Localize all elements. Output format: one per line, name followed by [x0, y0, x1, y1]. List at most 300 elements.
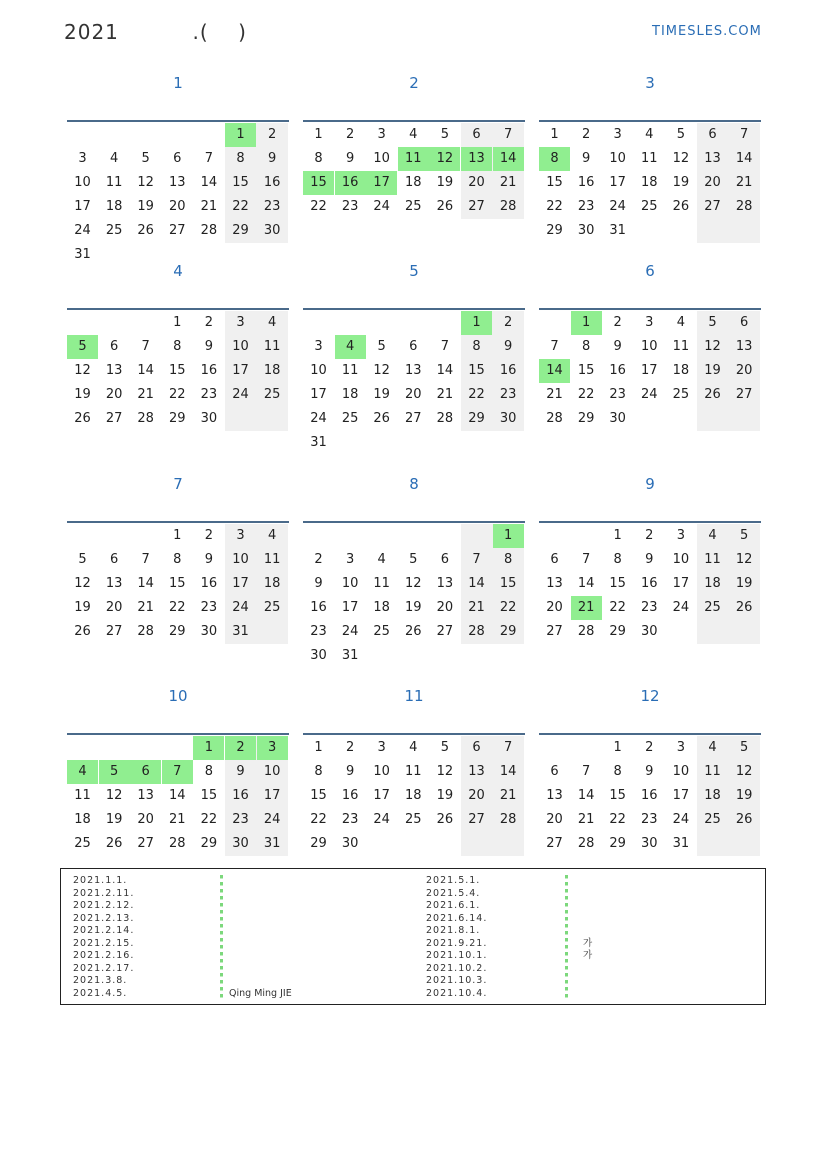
- day-cell: 1: [314, 740, 323, 755]
- day-cell: 22: [499, 600, 517, 615]
- holiday-name: [583, 875, 592, 888]
- day-cell: 2: [581, 127, 591, 142]
- day-grid: [67, 736, 289, 880]
- holiday-divider-right: [565, 875, 568, 1000]
- day-cell: 26: [137, 223, 154, 238]
- day-cell: 26: [735, 812, 753, 827]
- holiday-date: 2021.5.1.: [426, 875, 481, 886]
- day-cell: 7: [581, 552, 591, 567]
- day-cell: 6: [550, 552, 559, 567]
- day-cell: 14: [577, 788, 595, 803]
- holiday-day: 15: [303, 171, 334, 195]
- day-cell: 3: [377, 740, 386, 755]
- day-cell: 22: [609, 812, 626, 827]
- day-cell: 23: [499, 387, 517, 402]
- day-grid: [67, 524, 289, 668]
- day-cell: 23: [341, 199, 359, 214]
- day-cell: 13: [405, 363, 422, 378]
- day-cell: 1: [314, 127, 323, 142]
- day-cell: 26: [704, 387, 721, 402]
- day-cell: 16: [577, 175, 595, 190]
- day-cell: 15: [200, 788, 218, 803]
- day-cell: 31: [232, 624, 249, 639]
- day-cell: 28: [735, 199, 753, 214]
- day-cell: 29: [169, 624, 186, 639]
- day-cell: 11: [74, 788, 91, 803]
- day-cell: 4: [676, 315, 686, 330]
- day-cell: 5: [739, 740, 749, 755]
- page-title: 2021 .( ): [64, 20, 247, 44]
- day-cell: 29: [577, 411, 595, 426]
- month-rule: [67, 120, 289, 122]
- day-cell: 1: [613, 528, 622, 543]
- day-cell: 21: [137, 387, 154, 402]
- day-cell: 9: [314, 576, 323, 591]
- day-cell: 14: [468, 576, 485, 591]
- day-cell: 28: [200, 223, 218, 238]
- day-cell: 7: [739, 127, 749, 142]
- day-cell: 9: [503, 339, 513, 354]
- holiday-day: 14: [539, 359, 570, 383]
- day-cell: 13: [137, 788, 154, 803]
- day-cell: 18: [641, 175, 658, 190]
- month-rule: [303, 308, 525, 310]
- day-cell: 17: [232, 363, 249, 378]
- day-cell: 17: [263, 788, 281, 803]
- day-cell: 10: [341, 576, 359, 591]
- day-cell: 9: [581, 151, 591, 166]
- day-cell: 5: [409, 552, 418, 567]
- day-cell: 18: [105, 199, 123, 214]
- day-grid: [539, 736, 761, 880]
- day-cell: 14: [200, 175, 218, 190]
- day-cell: 26: [672, 199, 690, 214]
- holiday-day: 4: [67, 760, 98, 784]
- holiday-day: 13: [461, 147, 492, 171]
- day-cell: 9: [267, 151, 277, 166]
- holiday-name: [229, 925, 292, 938]
- day-cell: 17: [609, 175, 626, 190]
- day-cell: 20: [405, 387, 422, 402]
- day-cell: 28: [169, 836, 186, 851]
- day-cell: 16: [641, 576, 658, 591]
- day-cell: 24: [341, 624, 359, 639]
- holiday-date: 2021.6.1.: [426, 900, 481, 911]
- day-cell: 26: [74, 411, 91, 426]
- day-cell: 29: [499, 624, 517, 639]
- day-cell: 6: [472, 740, 481, 755]
- day-cell: 19: [74, 600, 91, 615]
- day-cell: 10: [74, 175, 91, 190]
- month-title: 7: [173, 475, 183, 493]
- day-cell: 12: [672, 151, 690, 166]
- day-cell: 19: [137, 199, 154, 214]
- day-cell: 23: [200, 387, 218, 402]
- day-cell: 10: [263, 764, 281, 779]
- day-cell: 8: [581, 339, 591, 354]
- holiday-date: 2021.2.17.: [73, 962, 135, 974]
- day-cell: 3: [377, 127, 386, 142]
- day-cell: 31: [263, 836, 281, 851]
- day-cell: 17: [672, 788, 690, 803]
- day-grid: [303, 736, 525, 880]
- month-rule: [539, 521, 761, 523]
- day-cell: 25: [405, 812, 422, 827]
- day-cell: 27: [735, 387, 753, 402]
- day-cell: 1: [173, 315, 182, 330]
- day-cell: 24: [232, 600, 249, 615]
- day-cell: 29: [546, 223, 563, 238]
- holiday-day: 12: [429, 147, 460, 171]
- day-cell: 23: [641, 600, 658, 615]
- day-grid: [303, 123, 525, 267]
- holiday-day: 8: [539, 147, 570, 171]
- day-cell: 31: [74, 247, 91, 262]
- day-cell: 10: [310, 363, 327, 378]
- day-cell: 31: [310, 435, 327, 450]
- site-link[interactable]: TIMESLES.COM: [652, 24, 762, 39]
- day-cell: 12: [373, 363, 390, 378]
- holiday-date: 2021.5.4.: [426, 887, 481, 899]
- day-cell: 2: [645, 740, 654, 755]
- day-cell: 29: [310, 836, 327, 851]
- day-cell: 26: [74, 624, 91, 639]
- day-cell: 11: [405, 764, 422, 779]
- day-cell: 17: [341, 600, 359, 615]
- day-cell: 12: [704, 339, 721, 354]
- day-cell: 21: [499, 175, 517, 190]
- day-cell: 29: [200, 836, 218, 851]
- day-cell: 24: [74, 223, 91, 238]
- day-cell: 15: [577, 363, 595, 378]
- day-cell: 12: [436, 764, 454, 779]
- day-cell: 9: [645, 764, 654, 779]
- holiday-day: 16: [335, 171, 366, 195]
- day-cell: 18: [373, 600, 390, 615]
- day-cell: 10: [373, 764, 390, 779]
- day-cell: 13: [546, 788, 563, 803]
- day-grid: [539, 311, 761, 455]
- holiday-name: [229, 913, 292, 926]
- day-cell: 8: [472, 339, 481, 354]
- day-cell: 6: [109, 552, 119, 567]
- day-cell: 12: [405, 576, 422, 591]
- day-cell: 19: [405, 600, 422, 615]
- month-title: 5: [409, 262, 419, 280]
- month-title: 8: [409, 475, 419, 493]
- day-cell: 18: [405, 788, 422, 803]
- day-cell: 7: [440, 339, 450, 354]
- day-cell: 28: [468, 624, 485, 639]
- day-cell: 2: [613, 315, 622, 330]
- day-cell: 18: [341, 387, 359, 402]
- day-cell: 28: [546, 411, 563, 426]
- day-cell: 29: [468, 411, 485, 426]
- day-grid: [303, 524, 525, 668]
- day-cell: 7: [503, 127, 513, 142]
- day-cell: 8: [613, 764, 622, 779]
- day-cell: 11: [641, 151, 658, 166]
- day-cell: 23: [263, 199, 281, 214]
- day-cell: 16: [310, 600, 327, 615]
- day-cell: 23: [232, 812, 249, 827]
- day-cell: 7: [472, 552, 481, 567]
- day-cell: 6: [708, 127, 717, 142]
- holiday-divider-left: [220, 875, 223, 1000]
- month-rule: [539, 120, 761, 122]
- day-cell: 30: [232, 836, 249, 851]
- day-cell: 3: [345, 552, 355, 567]
- holiday-date: 2021.2.12.: [73, 900, 135, 911]
- day-cell: 6: [109, 339, 119, 354]
- holiday-names-left: [229, 875, 292, 1000]
- day-cell: 20: [468, 175, 485, 190]
- holiday-list: [60, 868, 766, 1005]
- day-cell: 8: [204, 764, 214, 779]
- day-cell: 27: [105, 411, 123, 426]
- day-cell: 5: [377, 339, 386, 354]
- day-cell: 28: [436, 411, 454, 426]
- day-cell: 30: [310, 648, 327, 663]
- day-cell: 27: [546, 836, 563, 851]
- month-title: 2: [409, 74, 419, 92]
- day-cell: 29: [232, 223, 249, 238]
- day-cell: 16: [200, 363, 218, 378]
- day-cell: 5: [708, 315, 717, 330]
- day-cell: 31: [341, 648, 359, 663]
- month-title: 10: [168, 687, 188, 705]
- day-cell: 3: [676, 528, 686, 543]
- day-cell: 4: [409, 740, 418, 755]
- day-cell: 2: [204, 315, 214, 330]
- day-cell: 9: [204, 339, 214, 354]
- day-cell: 2: [645, 528, 654, 543]
- day-cell: 12: [735, 552, 753, 567]
- day-cell: 7: [503, 740, 513, 755]
- day-cell: 16: [641, 788, 658, 803]
- day-cell: 28: [137, 624, 154, 639]
- day-cell: 22: [310, 812, 327, 827]
- holiday-name: [583, 913, 592, 926]
- day-cell: 22: [577, 387, 595, 402]
- day-cell: 28: [577, 836, 595, 851]
- day-grid: [303, 311, 525, 455]
- day-cell: 17: [373, 788, 390, 803]
- holiday-day: 5: [67, 335, 98, 359]
- month-rule: [539, 308, 761, 310]
- holiday-date: 2021.10.4.: [426, 987, 488, 999]
- day-cell: 13: [169, 175, 186, 190]
- day-cell: 13: [105, 576, 123, 591]
- day-cell: 4: [267, 315, 277, 330]
- day-cell: 1: [173, 528, 182, 543]
- day-grid: [539, 524, 761, 668]
- day-cell: 5: [78, 552, 87, 567]
- day-cell: 26: [436, 812, 454, 827]
- day-cell: 27: [169, 223, 186, 238]
- day-cell: 20: [704, 175, 721, 190]
- day-cell: 20: [546, 600, 563, 615]
- day-cell: 22: [546, 199, 563, 214]
- holiday-date: 2021.10.2.: [426, 962, 488, 974]
- day-cell: 11: [341, 363, 359, 378]
- day-cell: 22: [609, 600, 626, 615]
- day-cell: 28: [577, 624, 595, 639]
- holiday-date: 2021.10.3.: [426, 975, 488, 986]
- day-cell: 30: [263, 223, 281, 238]
- day-cell: 15: [232, 175, 249, 190]
- day-cell: 9: [345, 151, 355, 166]
- day-cell: 21: [546, 387, 563, 402]
- day-cell: 19: [735, 788, 753, 803]
- day-cell: 4: [645, 127, 654, 142]
- day-cell: 15: [499, 576, 517, 591]
- day-cell: 13: [105, 363, 123, 378]
- month-title: 3: [645, 74, 655, 92]
- day-cell: 19: [436, 788, 454, 803]
- day-cell: 17: [74, 199, 91, 214]
- day-cell: 11: [672, 339, 690, 354]
- month-title: 12: [640, 687, 660, 705]
- holiday-name: [229, 938, 292, 951]
- holiday-name: [583, 975, 592, 988]
- day-cell: 1: [613, 740, 622, 755]
- day-cell: 20: [105, 600, 123, 615]
- day-cell: 9: [645, 552, 654, 567]
- holiday-date: 2021.9.21.: [426, 937, 488, 949]
- day-cell: 19: [74, 387, 91, 402]
- day-cell: 21: [499, 788, 517, 803]
- day-cell: 27: [468, 199, 485, 214]
- day-cell: 9: [236, 764, 245, 779]
- day-cell: 27: [546, 624, 563, 639]
- day-cell: 15: [546, 175, 563, 190]
- month-rule: [303, 120, 525, 122]
- day-cell: 6: [440, 552, 450, 567]
- day-cell: 26: [735, 600, 753, 615]
- day-cell: 6: [409, 339, 418, 354]
- day-cell: 24: [232, 387, 249, 402]
- day-cell: 16: [263, 175, 281, 190]
- day-cell: 19: [735, 576, 753, 591]
- day-cell: 3: [78, 151, 87, 166]
- day-cell: 18: [263, 576, 281, 591]
- day-cell: 29: [609, 836, 626, 851]
- holiday-name: [229, 875, 292, 888]
- day-cell: 5: [440, 127, 450, 142]
- day-cell: 30: [641, 624, 658, 639]
- day-cell: 29: [609, 624, 626, 639]
- day-cell: 10: [672, 552, 690, 567]
- holiday-day: 1: [193, 736, 224, 760]
- day-cell: 23: [310, 624, 327, 639]
- holiday-name: [583, 900, 592, 913]
- day-cell: 7: [141, 339, 150, 354]
- day-cell: 23: [641, 812, 658, 827]
- day-cell: 10: [232, 339, 249, 354]
- holiday-day: 6: [130, 760, 161, 784]
- day-cell: 25: [74, 836, 91, 851]
- day-cell: 8: [503, 552, 513, 567]
- holiday-day: 17: [366, 171, 397, 195]
- day-cell: 24: [641, 387, 658, 402]
- holiday-day: 1: [461, 311, 492, 335]
- holiday-day: 21: [571, 596, 602, 620]
- day-cell: 22: [169, 600, 186, 615]
- holiday-date: 2021.1.1.: [73, 875, 128, 886]
- day-cell: 22: [200, 812, 218, 827]
- day-cell: 2: [267, 127, 277, 142]
- day-cell: 14: [499, 764, 517, 779]
- day-cell: 27: [704, 199, 721, 214]
- day-cell: 5: [676, 127, 686, 142]
- day-cell: 19: [672, 175, 690, 190]
- holiday-date: 2021.6.14.: [426, 912, 488, 924]
- day-cell: 14: [735, 151, 753, 166]
- holiday-name: [583, 988, 592, 1001]
- day-cell: 18: [405, 175, 422, 190]
- day-cell: 13: [436, 576, 454, 591]
- day-cell: 5: [440, 740, 450, 755]
- day-cell: 4: [109, 151, 119, 166]
- holiday-name: [229, 900, 292, 913]
- day-cell: 8: [173, 339, 182, 354]
- day-cell: 3: [676, 740, 686, 755]
- day-cell: 7: [204, 151, 214, 166]
- day-cell: 9: [204, 552, 214, 567]
- holiday-name: [583, 888, 592, 901]
- day-cell: 20: [735, 363, 753, 378]
- holiday-day: 1: [225, 123, 256, 147]
- day-cell: 4: [377, 552, 386, 567]
- day-cell: 22: [232, 199, 249, 214]
- day-cell: 19: [373, 387, 390, 402]
- day-cell: 30: [200, 624, 218, 639]
- day-cell: 28: [137, 411, 154, 426]
- day-cell: 4: [409, 127, 418, 142]
- day-cell: 7: [141, 552, 150, 567]
- day-cell: 2: [345, 127, 355, 142]
- holiday-name: [229, 975, 292, 988]
- day-cell: 4: [708, 528, 717, 543]
- day-cell: 8: [173, 552, 182, 567]
- holiday-name: [229, 950, 292, 963]
- day-cell: 15: [169, 363, 186, 378]
- day-cell: 20: [105, 387, 123, 402]
- holiday-column-right: [426, 875, 487, 1000]
- holiday-date: 2021.4.5.: [73, 987, 128, 999]
- day-cell: 25: [641, 199, 658, 214]
- holiday-day: 11: [398, 147, 429, 171]
- day-cell: 24: [263, 812, 281, 827]
- month-rule: [67, 521, 289, 523]
- day-cell: 25: [704, 812, 721, 827]
- day-cell: 8: [236, 151, 245, 166]
- month-title: 6: [645, 262, 655, 280]
- day-cell: 17: [310, 387, 327, 402]
- day-cell: 14: [169, 788, 186, 803]
- day-cell: 5: [739, 528, 749, 543]
- day-cell: 15: [468, 363, 485, 378]
- day-cell: 16: [232, 788, 249, 803]
- day-cell: 2: [314, 552, 323, 567]
- holiday-names-right: [583, 875, 592, 1000]
- day-cell: 16: [609, 363, 626, 378]
- day-cell: 25: [704, 600, 721, 615]
- month-rule: [303, 521, 525, 523]
- day-cell: 18: [74, 812, 91, 827]
- day-cell: 20: [436, 600, 454, 615]
